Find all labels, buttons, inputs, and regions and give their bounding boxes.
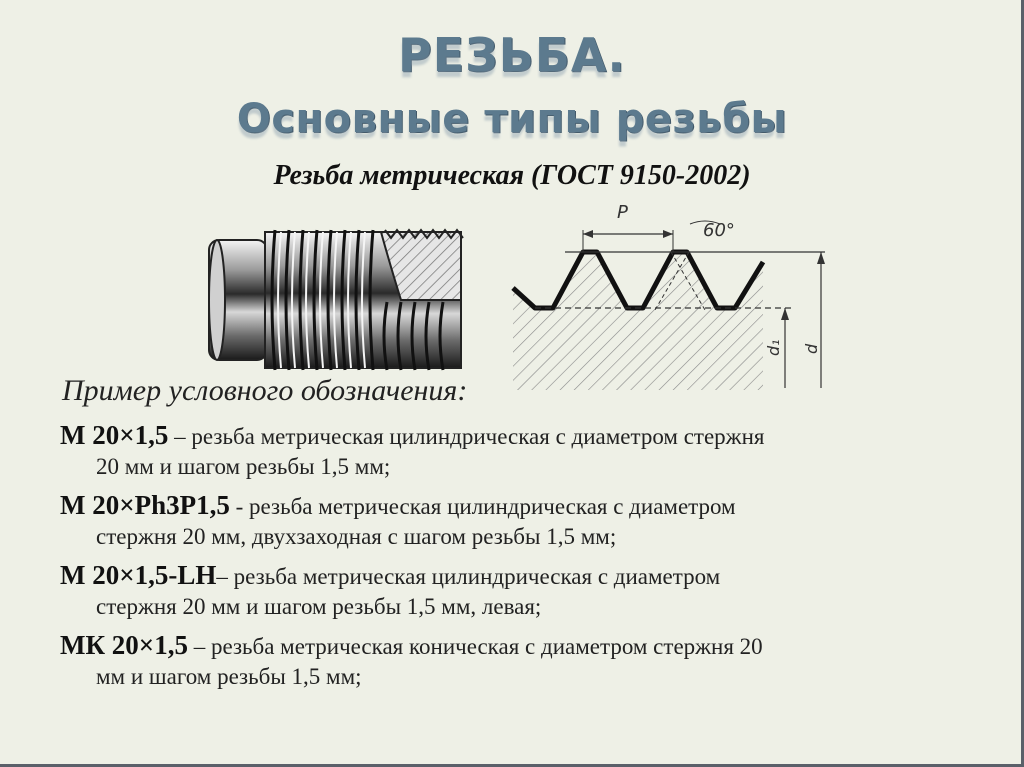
designation-text-cont: стержня 20 мм и шагом резьбы 1,5 мм, левая; [96,594,542,619]
slide-title: РЕЗЬБА. [397,28,626,82]
designation-code: М 20×1,5-LH [60,560,217,590]
designation-text: – резьба метрическая цилиндрическая с диаметром [216,564,721,589]
angle-label: 60° [703,220,735,241]
designation-entry [60,490,960,552]
d-label: d [802,343,821,354]
slide-subtitle-heading: Основные типы резьбы [236,96,788,142]
d1-label: d₁ [764,339,783,356]
designation-text-cont: мм и шагом резьбы 1,5 мм; [96,664,362,689]
designation-code: М 20×1,5 [60,420,169,450]
thread-profile-diagram [505,190,845,390]
example-heading: Пример условного обозначения: [62,374,468,407]
designation-entry [60,560,960,622]
thread-standard-heading: Резьба метрическая (ГОСТ 9150-2002) [273,160,751,191]
designation-text: – резьба метрическая цилиндрическая с диаметром стержня [168,424,765,449]
designation-text-cont: стержня 20 мм, двухзаходная с шагом резьбы 1,5 мм; [96,524,617,549]
designation-code: М 20×Ph3P1,5 [60,490,230,520]
pitch-label: P [617,202,628,223]
designation-entry [60,420,960,482]
designation-text-cont: 20 мм и шагом резьбы 1,5 мм; [96,454,391,479]
designation-text: – резьба метрическая коническая с диаметром стержня 20 [187,634,763,659]
threaded-rod-illustration [205,218,467,378]
designation-entry [60,630,960,692]
designation-text: - резьба метрическая цилиндрическая с диаметром [229,494,736,519]
designation-code: МК 20×1,5 [60,630,188,660]
